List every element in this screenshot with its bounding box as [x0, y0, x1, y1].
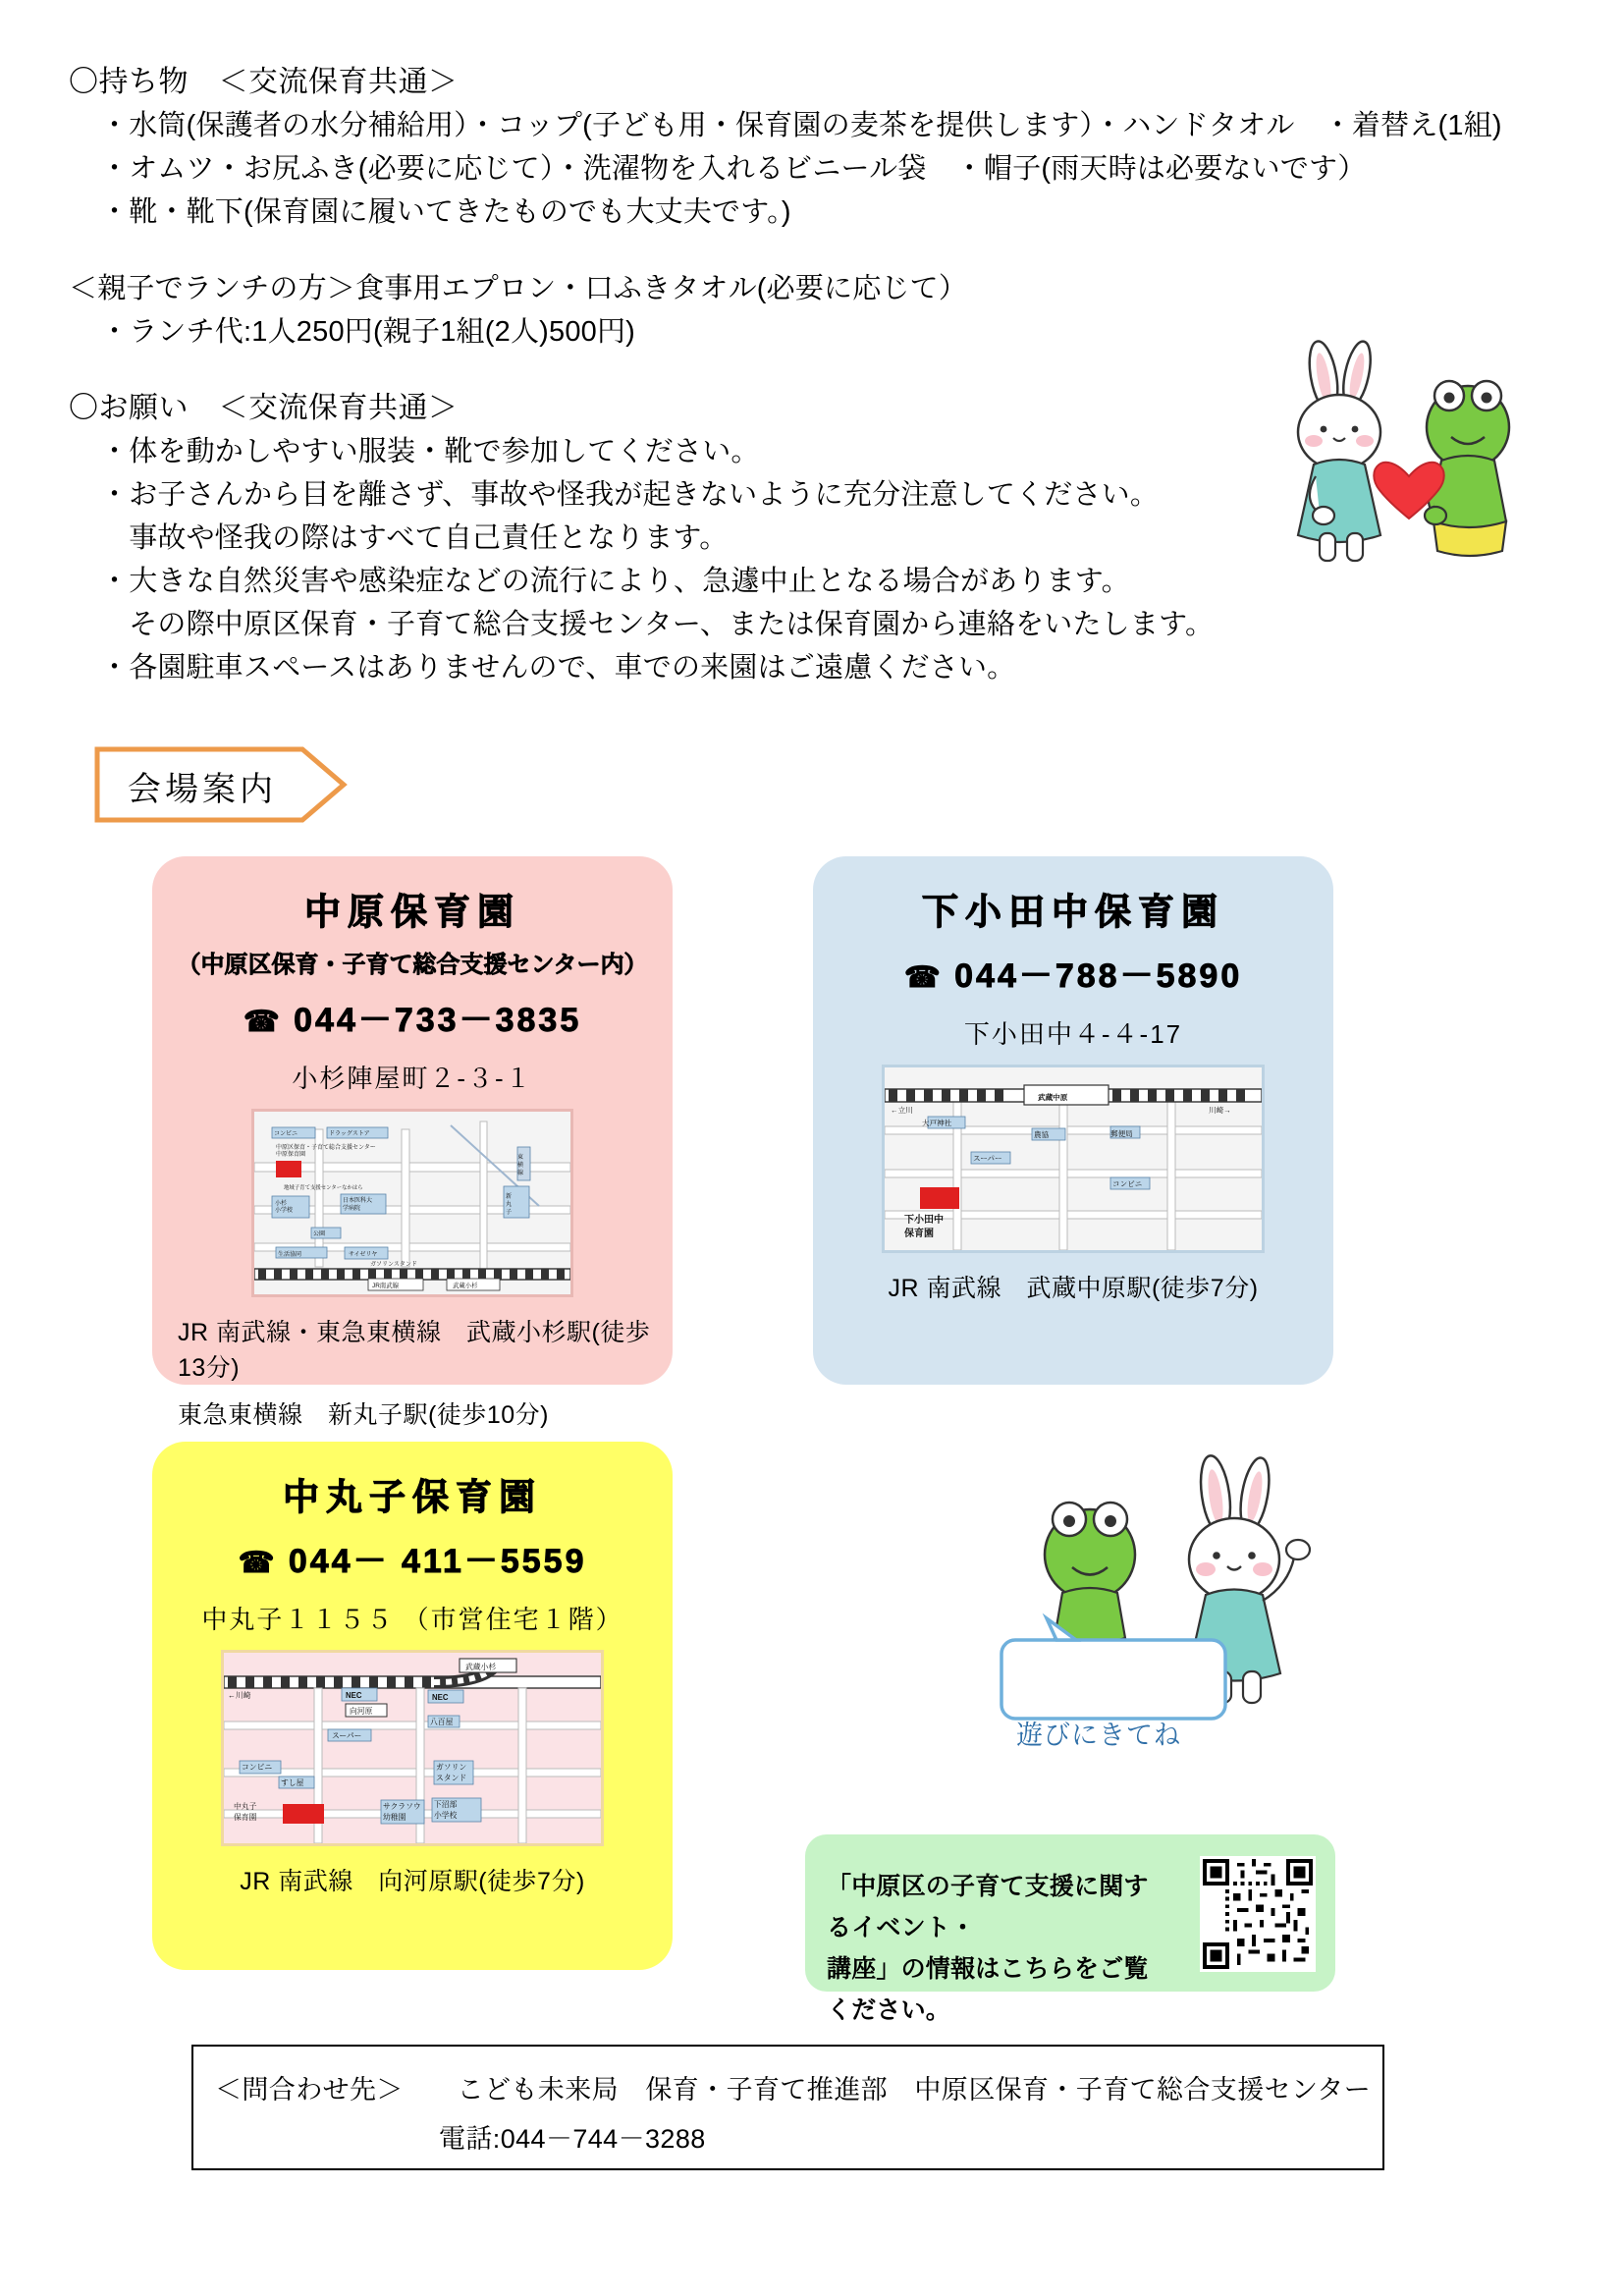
svg-text:←立川: ←立川 [891, 1106, 913, 1115]
venue-address: 小杉陣屋町２-３-１ [292, 1064, 533, 1093]
venue-subtitle: （中原区保育・子育て総合支援センター内） [177, 952, 648, 978]
belongings-line: ・水筒(保護者の水分補給用）・コップ(子ども用・保育園の麦茶を提供します）・ハンドタオル ・着替え(1組) [100, 110, 1502, 141]
venue-map-nakahara [251, 1109, 573, 1297]
contact-line-2: 電話:044－744－3288 [439, 2124, 706, 2154]
request-heading: 〇お願い ＜交流保育共通＞ [69, 392, 459, 424]
svg-text:コンビニ: コンビニ [242, 1763, 273, 1772]
svg-text:コンビニ: コンビニ [1112, 1179, 1143, 1188]
venue-phone-number: 044－ 411－5559 [288, 1543, 587, 1580]
svg-text:ガソリンスタンド: ガソリンスタンド [370, 1262, 417, 1268]
svg-text:JR南武線: JR南武線 [372, 1283, 399, 1289]
spacer [69, 234, 1561, 267]
belongings-line: ・靴・靴下(保育園に履いてきたものでも大丈夫です。) [100, 196, 791, 228]
venue-address: 下小田中４-４-17 [963, 1019, 1183, 1049]
svg-text:ドラッグストア: ドラッグストア [329, 1131, 370, 1137]
venue-card-shimokodanaka [813, 856, 1333, 1385]
svg-text:川崎→: 川崎→ [1209, 1106, 1231, 1115]
qr-info-line1: 「中原区の子育て支援に関するイベント・ [827, 1873, 1149, 1941]
venue-address: 中丸子１１５５ （市営住宅１階） [201, 1605, 623, 1634]
svg-text:小学校: 小学校 [434, 1811, 458, 1820]
svg-text:スーパー: スーパー [332, 1731, 362, 1740]
request-line: その際中原区保育・子育て総合支援センター、または保育園から連絡をいたします。 [100, 609, 1215, 640]
request-line: ・体を動かしやすい服装・靴で参加してください。 [100, 436, 760, 467]
svg-text:小杉: 小杉 [275, 1201, 288, 1207]
svg-text:中丸子: 中丸子 [234, 1802, 257, 1811]
telephone-icon: ☎ [243, 1006, 281, 1038]
svg-text:八百屋: 八百屋 [430, 1718, 454, 1726]
venue-guide-banner-label: 会場案内 [128, 771, 277, 808]
svg-text:日本医科大: 日本医科大 [343, 1198, 373, 1204]
venue-access-line: JR 南武線 向河原駅(徒歩7分) [240, 1868, 585, 1895]
svg-text:武蔵小杉: 武蔵小杉 [453, 1283, 478, 1289]
svg-text:すし屋: すし屋 [281, 1778, 304, 1787]
qr-code-icon[interactable] [1200, 1856, 1316, 1972]
svg-text:東: 東 [517, 1155, 524, 1161]
contact-box [191, 2045, 1384, 2170]
lunch-heading: ＜親子でランチの方＞食事用エプロン・口ふきタオル(必要に応じて） [69, 273, 968, 304]
svg-text:丸: 丸 [506, 1202, 513, 1208]
svg-text:スーパー: スーパー [973, 1154, 1002, 1163]
svg-text:大戸神社: 大戸神社 [922, 1119, 952, 1127]
rabbit-frog-heart-illustration [1267, 339, 1551, 584]
venue-title: 中原保育園 [304, 892, 520, 932]
svg-text:スタンド: スタンド [436, 1774, 467, 1782]
svg-text:下沼部: 下沼部 [434, 1800, 458, 1809]
svg-text:NEC: NEC [432, 1693, 449, 1702]
request-line: 事故や怪我の際はすべて自己責任となります。 [100, 522, 729, 554]
venue-map-shimokodanaka [882, 1065, 1265, 1253]
svg-text:保育園: 保育園 [234, 1813, 257, 1822]
svg-text:学病院: 学病院 [343, 1206, 361, 1212]
svg-text:中原区保育・子育て総合支援センター: 中原区保育・子育て総合支援センター [276, 1145, 376, 1151]
svg-text:幼稚園: 幼稚園 [383, 1813, 406, 1822]
svg-text:線: 線 [517, 1171, 524, 1176]
telephone-icon: ☎ [238, 1547, 275, 1579]
venue-phone-number: 044－733－3835 [294, 1002, 582, 1039]
venue-title: 下小田中保育園 [922, 892, 1224, 932]
svg-text:横: 横 [517, 1163, 524, 1169]
svg-text:地域子育て支援センターなかはら: 地域子育て支援センターなかはら [284, 1185, 363, 1191]
svg-text:郵便局: 郵便局 [1110, 1129, 1133, 1138]
svg-text:保育園: 保育園 [904, 1229, 934, 1239]
qr-info-text [827, 1866, 1170, 2031]
svg-text:下小田中: 下小田中 [904, 1215, 944, 1226]
venue-access-line: JR 南武線 武蔵中原駅(徒歩7分) [888, 1275, 1259, 1302]
belongings-line: ・オムツ・お尻ふき(必要に応じて）・洗濯物を入れるビニール袋 ・帽子(雨天時は必要ないです） [100, 153, 1367, 185]
svg-text:向河原: 向河原 [350, 1707, 373, 1716]
svg-text:子: 子 [506, 1210, 513, 1216]
contact-line-1: ＜問合わせ先＞ こども未来局 保育・子育て推進部 中原区保育・子育て総合支援センター [215, 2075, 1372, 2105]
svg-text:コンビニ: コンビニ [274, 1131, 298, 1137]
svg-text:サイゼリヤ: サイゼリヤ [349, 1252, 378, 1258]
qr-info-line2: 講座」の情報はこちらをご覧ください。 [827, 1955, 1149, 2024]
svg-text:武蔵小杉: 武蔵小杉 [465, 1663, 497, 1671]
svg-text:武蔵中原: 武蔵中原 [1038, 1093, 1068, 1102]
svg-text:農協: 農協 [1034, 1130, 1050, 1139]
venue-card-nakahara [152, 856, 673, 1429]
svg-text:ガソリン: ガソリン [436, 1763, 467, 1772]
svg-text:生活協同: 生活協同 [278, 1252, 302, 1258]
qr-info-panel [805, 1834, 1335, 2024]
venue-guide-banner [94, 746, 348, 823]
belongings-heading: 〇持ち物 ＜交流保育共通＞ [69, 66, 459, 98]
svg-text:NEC: NEC [346, 1691, 362, 1700]
telephone-icon: ☎ [903, 961, 942, 994]
venue-phone [152, 1534, 673, 1582]
request-line: ・各園駐車スペースはありませんので、車での来園はご遠慮ください。 [100, 652, 1016, 683]
speech-bubble-text: 遊びにきてね [1016, 1721, 1181, 1750]
frog-rabbit-illustration [992, 1451, 1335, 1746]
venue-phone [813, 949, 1333, 997]
svg-text:新: 新 [506, 1194, 513, 1200]
svg-text:中原保育園: 中原保育園 [276, 1152, 306, 1158]
svg-text:公園: 公園 [313, 1231, 326, 1237]
svg-text:サクラソウ: サクラソウ [383, 1802, 421, 1811]
venue-card-nakamaruko [152, 1442, 673, 1970]
venue-map-nakamaruko [221, 1650, 604, 1846]
svg-text:小学校: 小学校 [275, 1208, 294, 1214]
venue-title: 中丸子保育園 [283, 1477, 542, 1517]
venue-access-line: 東急東横線 新丸子駅(徒歩10分) [178, 1401, 549, 1429]
lunch-line: ・ランチ代:1人250円(親子1組(2人)500円) [100, 316, 636, 348]
venue-phone-number: 044－788－5890 [954, 957, 1243, 995]
venue-phone [152, 993, 673, 1041]
request-line: ・大きな自然災害や感染症などの流行により、急遽中止となる場合があります。 [100, 566, 1130, 597]
venue-access-line: JR 南武線・東急東横線 武蔵小杉駅(徒歩13分) [178, 1319, 651, 1382]
request-line: ・お子さんから目を離さず、事故や怪我が起きないように充分注意してください。 [100, 479, 1160, 511]
svg-text:←川崎: ←川崎 [228, 1691, 251, 1700]
